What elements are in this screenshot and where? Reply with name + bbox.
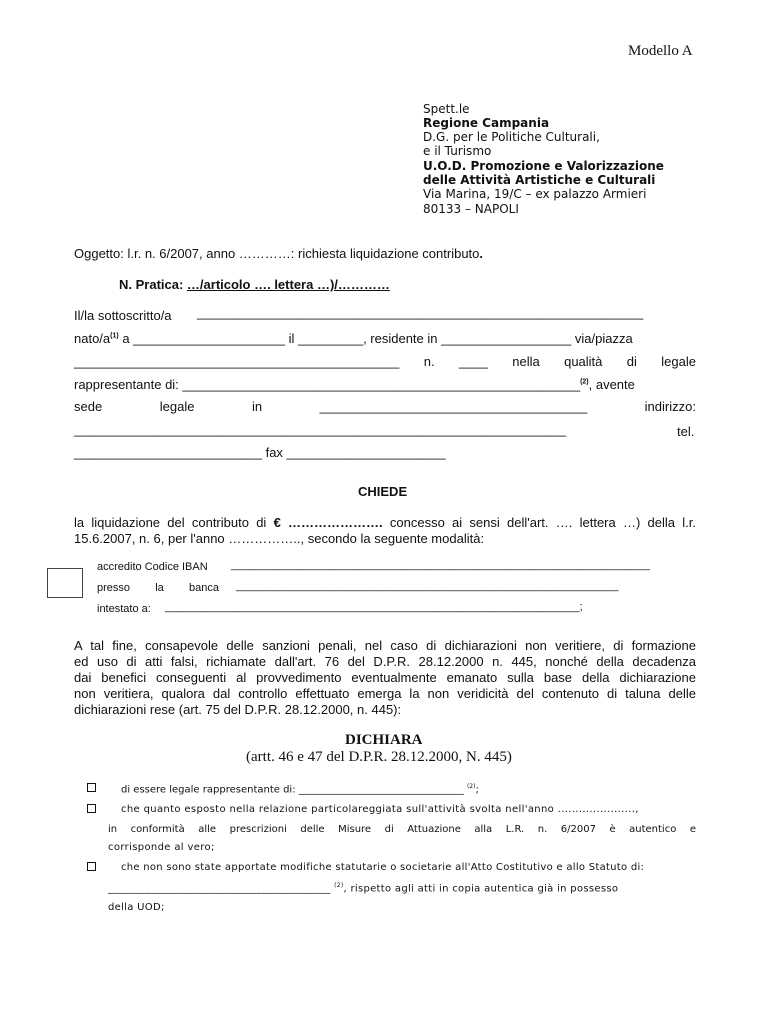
declaration-3-field[interactable]: __________________________________________	[108, 883, 331, 895]
bank-label	[97, 582, 219, 594]
representative-field[interactable]: rappresentante di: _______________________________________________________	[74, 377, 581, 392]
request-text: la liquidazione del contributo di	[74, 515, 274, 530]
seat-field[interactable]: _____________________________________	[319, 399, 588, 414]
avente-text: , avente	[588, 377, 635, 392]
word: in	[251, 399, 263, 414]
word: qualità	[564, 354, 603, 369]
declaration-3-line-2[interactable]	[108, 882, 618, 894]
address-line	[74, 354, 696, 369]
dichiara-title: DICHIARA	[345, 732, 423, 748]
dichiara-subtitle: (artt. 46 e 47 del D.P.R. 28.12.2000, N. 445)	[246, 749, 512, 765]
declaration-3-text: , rispetto agli atti in copia autentica già in possesso	[343, 883, 619, 895]
undersigned-field[interactable]: _______________________________________________________________	[197, 305, 644, 320]
tel-label: tel.	[677, 424, 695, 439]
undersigned-label: Il/la sottoscritto/a	[74, 308, 172, 323]
declaration-1-end: ;	[475, 784, 479, 796]
born-label: nato/a	[74, 331, 111, 346]
payment-method-checkbox[interactable]	[47, 568, 83, 598]
recipient-line: D.G. per le Politiche Culturali,	[423, 130, 600, 144]
recipient-office: U.O.D. Promozione e Valorizzazione	[423, 159, 664, 173]
chiede-title: CHIEDE	[358, 484, 408, 499]
word: legale	[159, 399, 195, 414]
note-2-ref: (2)	[580, 378, 589, 386]
pratica-line	[119, 277, 390, 292]
declaration-checkbox-2[interactable]	[87, 804, 96, 813]
account-holder-label: intestato a:	[97, 603, 151, 615]
subject-dot: .	[479, 246, 484, 261]
request-line-2: 15.6.2007, n. 6, per l'anno …………….., secondo la seguente modalità:	[74, 531, 485, 546]
recipient-name: Regione Campania	[423, 116, 550, 130]
premise-line: A tal fine, consapevole delle sanzioni penali, nel caso di dichiarazioni non veritiere, di formazione	[74, 638, 696, 653]
pratica-value: …/articolo …. lettera …)/…………	[186, 277, 390, 292]
declaration-2-line-2: in conformità alle prescrizioni delle Misure di Attuazione alla L.R. n. 6/2007 è autentico e	[108, 824, 696, 835]
recipient-office: delle Attività Artistiche e Culturali	[423, 173, 656, 187]
iban-field[interactable]: _____________________________________________________________________	[231, 559, 650, 571]
word: di	[626, 354, 637, 369]
premise-line: dai benefici conseguenti al provvedimento eventualmente emanato sulla base della dichiarazione	[74, 670, 696, 685]
declaration-3-line-1: che non sono state apportate modifiche statutarie o societarie all'Atto Costitutivo e allo Statuto di:	[121, 862, 645, 873]
declaration-3-line-3: della UOD;	[108, 902, 165, 913]
tel-fax-line[interactable]: __________________________ fax ______________________	[74, 445, 446, 460]
subject-line	[74, 246, 483, 261]
word: la	[155, 582, 164, 594]
declaration-checkbox-1[interactable]	[87, 783, 96, 792]
birth-residence-line[interactable]	[74, 331, 696, 346]
word: banca	[189, 582, 219, 594]
representative-line[interactable]	[74, 377, 635, 392]
word: sede	[74, 399, 103, 414]
address-field[interactable]: _____________________________________________	[74, 354, 400, 369]
word: indirizzo:	[644, 399, 696, 414]
premise-line: non veritiera, qualora dal controllo effettuato emerga la non veridicità del contenuto di taluna delle	[74, 686, 696, 701]
word: legale	[661, 354, 696, 369]
premise-line: ed uso di atti falsi, richiamate dall'art. 76 del D.P.R. 28.12.2000 n. 445, nonché della decadenza	[74, 654, 696, 669]
model-label: Modello A	[628, 43, 693, 59]
account-holder-field[interactable]: ____________________________________________________________________;	[165, 601, 583, 613]
recipient-city: 80133 – NAPOLI	[423, 202, 519, 216]
declaration-2-line-3: corrisponde al vero;	[108, 842, 215, 853]
note-1-ref: (1)	[110, 332, 119, 340]
declaration-checkbox-3[interactable]	[87, 862, 96, 871]
request-text: concesso ai sensi dell'art. …. lettera …) della l.r.	[382, 515, 696, 530]
note-2-ref: (2)	[334, 882, 344, 889]
recipient-line: Spett.le	[423, 102, 470, 116]
seat-line	[74, 399, 696, 414]
declaration-1-text[interactable]: di essere legale rappresentante di: _________________________________	[121, 784, 464, 796]
bank-field[interactable]: ______________________________________________________________	[236, 580, 619, 592]
declaration-2-line-1: che quanto esposto nella relazione particolareggiata sull'attività svolta nell'anno ......................,	[121, 804, 639, 815]
amount-field[interactable]: € ………………….	[273, 515, 383, 530]
pratica-label: N. Pratica:	[119, 277, 187, 292]
premise-line: dichiarazioni rese (art. 75 del D.P.R. 28.12.2000, n. 445):	[74, 702, 402, 717]
subject-text: Oggetto: l.r. n. 6/2007, anno …………: richiesta liquidazione contributo	[74, 246, 480, 261]
recipient-line: e il Turismo	[423, 144, 492, 158]
iban-label: accredito Codice IBAN	[97, 561, 208, 573]
declaration-1[interactable]	[121, 783, 479, 795]
number-label: n.	[423, 354, 435, 369]
word: presso	[97, 582, 131, 594]
word: nella	[512, 354, 540, 369]
number-field[interactable]: ____	[458, 354, 488, 369]
indirizzo-field[interactable]: _____________________________________________________________________	[74, 422, 566, 437]
request-line-1	[74, 515, 696, 530]
recipient-address: Via Marina, 19/C – ex palazzo Armieri	[423, 187, 647, 201]
birth-residence-fields[interactable]: a _____________________ il _________, residente in __________________ via/piazza	[118, 331, 633, 346]
note-2-ref: (2)	[466, 783, 476, 790]
